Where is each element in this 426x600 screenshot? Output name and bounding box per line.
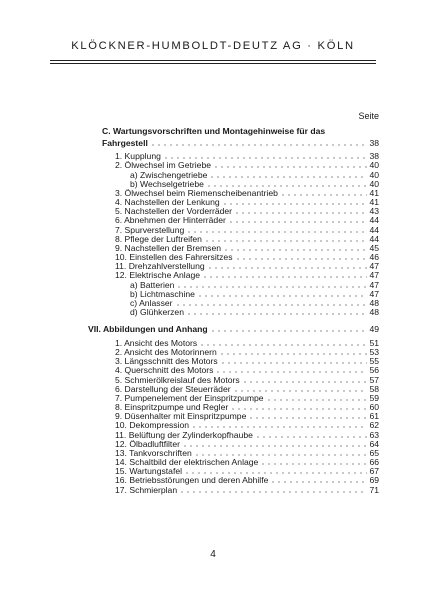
toc-entry-title: Fahrgestell [102,138,148,148]
toc-entry-page: 56 [369,365,379,376]
toc-entry-title: 8. Pflege der Luftreifen [115,234,202,244]
toc-entry-page: 49 [369,324,379,334]
toc-entry-title: 3. Längsschnitt des Motors [115,356,218,367]
toc-entry-title: 7. Pumpenelement der Einspritzpumpe [115,392,264,403]
toc-entry-title: 1. Ansicht des Motors [115,338,198,348]
dot-leader [233,390,368,392]
toc-entry-page: 47 [369,289,379,299]
toc-entry-title: 10. Dekompression [115,420,190,431]
toc-entry-page: 46 [369,252,379,262]
toc-entry-title: 12. Ölbadluftfilter [115,438,180,449]
dot-leader [175,304,368,306]
dot-leader [184,472,367,474]
dot-leader [230,408,367,410]
dot-leader [182,445,367,447]
toc-entry-title: a) Batterien [130,280,175,290]
toc-entry-page: 40 [369,170,379,180]
dot-leader [270,481,367,483]
section-vii-heading[interactable] [88,324,379,334]
toc-entry-page: 61 [369,411,379,422]
dot-leader [202,276,367,278]
dot-leader [199,344,367,346]
toc-entry-title: d) Glühkerzen [130,307,184,317]
toc-entry-title: 16. Betriebsstörungen und deren Abhilfe [115,475,269,486]
dot-leader [215,371,367,373]
toc-entry-title: c) Anlasser [130,298,173,308]
toc-entry-page: 47 [369,270,379,280]
toc-entry-page: 48 [369,307,379,317]
dot-leader [209,176,367,178]
toc-entry-page: 71 [369,484,379,495]
toc-entry[interactable] [115,485,379,495]
toc-entry-page: 38 [369,151,379,161]
seite-label: Seite [358,111,379,121]
dot-leader [179,491,367,493]
toc-entry-page: 66 [369,457,379,468]
dot-leader [210,330,368,332]
dot-leader [280,194,368,196]
toc-entry-title: b) Lichtmaschine [130,289,195,299]
toc-entry-title: 10. Einstellen des Fahrersitzes [115,252,233,262]
toc-entry-title: 15. Wartungstafel [115,466,183,477]
toc-entry-page: 47 [369,280,379,290]
toc-entry-page: 45 [369,243,379,253]
toc-entry-title: 7. Spurverstellung [115,225,185,235]
toc-entry-title: 12. Elektrische Anlage [115,270,201,280]
toc-entry-page: 69 [369,475,379,486]
toc-entry-page: 58 [369,383,379,394]
toc-entry-page: 48 [369,298,379,308]
toc-entry-page: 67 [369,466,379,477]
toc-entry-title: 2. Ölwechsel im Getriebe [115,160,211,170]
toc-entry-page: 60 [369,402,379,413]
dot-leader [207,267,368,269]
toc-entry-title: 4. Querschnitt des Motors [115,365,214,376]
dot-leader [248,417,367,419]
toc-entry[interactable] [115,270,379,280]
dot-leader [197,295,367,297]
toc-entry-page: 53 [369,347,379,358]
toc-entry-title: 1. Kupplung [115,151,161,161]
toc-entry-title: b) Wechselgetriebe [130,179,204,189]
toc-entry-title: a) Zwischengetriebe [130,170,208,180]
toc-entry-page: 47 [369,261,379,271]
toc-entry[interactable] [115,215,379,225]
dot-leader [176,286,367,288]
toc-entry-page: 59 [369,392,379,403]
dot-leader [242,381,368,383]
dot-leader [186,313,367,315]
toc-entry-page: 62 [369,420,379,431]
toc-entry-page: 55 [369,356,379,367]
dot-leader [266,399,368,401]
dot-leader [220,362,368,364]
dot-leader [235,258,368,260]
toc-entry-title: VII. Abbildungen und Anhang [88,324,208,334]
dot-leader [234,212,367,214]
dot-leader [219,353,368,355]
toc-entry-page: 41 [369,197,379,207]
toc-entry-title: 3. Ölwechsel beim Riemenscheibenantrieb [115,188,278,198]
toc-entry-page: 64 [369,438,379,449]
toc-entry-title: 5. Schmierölkreislauf des Motors [115,374,240,385]
dot-leader [163,157,368,159]
toc-entry-title: 8. Einspritzpumpe und Regler [115,402,229,413]
dot-leader [204,240,367,242]
toc-entry-title: 2. Ansicht des Motorinnern [115,347,217,358]
dot-leader [194,454,368,456]
header-rule-bottom [50,63,376,64]
dot-leader [213,166,367,168]
section-c-title-line1: C. Wartungsvorschriften und Montagehinweise für das [102,126,326,136]
header-rule-top [50,60,376,61]
toc-entry-page: 63 [369,429,379,440]
dot-leader [150,144,368,146]
toc-entry-page: 44 [369,215,379,225]
dot-leader [186,231,367,233]
toc-entry-page: 57 [369,374,379,385]
dot-leader [255,436,368,438]
toc-entry-page: 44 [369,234,379,244]
toc-entry-title: 11. Drehzahlverstellung [115,261,205,271]
toc-entry-title: 9. Nachstellen der Bremsen [115,243,222,253]
toc-entry-page: 43 [369,206,379,216]
toc-entry-title: 13. Tankvorschriften [115,447,192,458]
dot-leader [222,203,368,205]
toc-entry-page: 40 [369,160,379,170]
toc-entry-title: 17. Schmierplan [115,484,178,495]
toc-entry-page: 44 [369,225,379,235]
toc-entry-page: 41 [369,188,379,198]
dot-leader [206,185,368,187]
toc-entry-title: 14. Schaltbild der elektrischen Anlage [115,457,259,468]
running-header: KLÖCKNER-HUMBOLDT-DEUTZ AG · KÖLN [71,40,355,52]
toc-entry-page: 65 [369,447,379,458]
toc-entry[interactable] [130,307,379,317]
dot-leader [228,221,368,223]
dot-leader [223,249,367,251]
toc-entry-title: 5. Nachstellen der Vorderräder [115,206,233,216]
section-c-fahrgestell[interactable] [102,138,379,148]
dot-leader [191,426,367,428]
toc-entry-title: 6. Darstellung der Steuerräder [115,383,231,394]
toc-entry-title: 6. Abnehmen der Hinterräder [115,215,226,225]
toc-entry-page: 40 [369,179,379,189]
toc-entry-title: 4. Nachstellen der Lenkung [115,197,220,207]
section-c-heading [102,126,379,136]
toc-entry[interactable] [115,160,379,170]
toc-entry-title: 9. Düsenhalter mit Einspritzpumpe [115,411,247,422]
toc-entry-page: 38 [369,138,379,148]
toc-entry-page: 51 [369,338,379,348]
toc-entry-title: 11. Belüftung der Zylinderkopfhaube [115,429,253,440]
dot-leader [260,463,367,465]
page-number: 4 [210,549,216,560]
